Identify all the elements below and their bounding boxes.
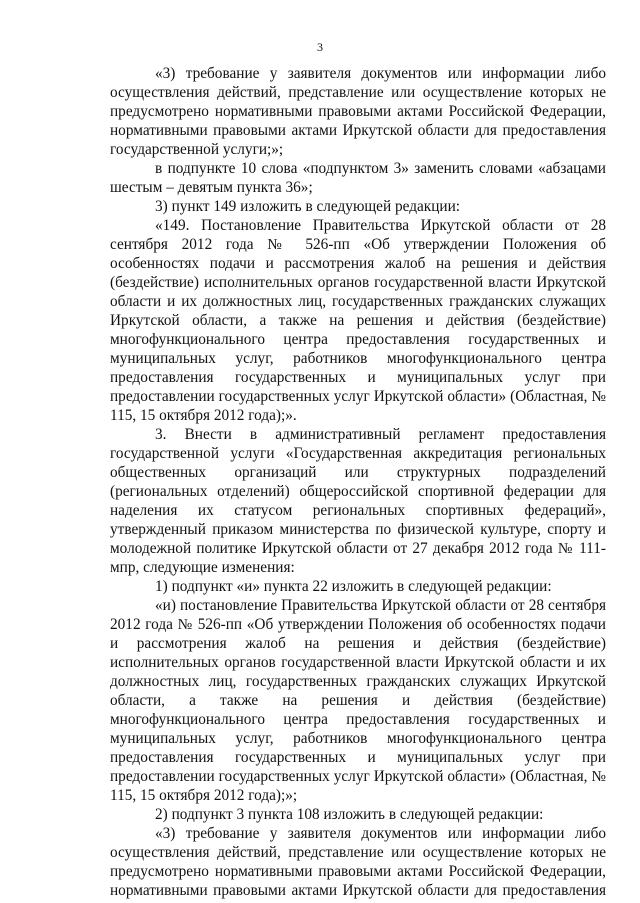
paragraph-3: 3) пункт 149 изложить в следующей редакции: (155, 198, 461, 215)
document-body (110, 64, 606, 900)
paragraph-1: «3) требование у заявителя документов или информации либо осуществления действий, представление или осуществление которых не предусмотрено нормативными правовыми актами Российской Федерации, нормативными правовыми актами Иркутской области для предоставления государственной услуги;»; (110, 65, 606, 158)
paragraph-7: «и) постановление Правительства Иркутской области от 28 сентября 2012 года № 526-пп «Об утверждении Положения об особенностях подачи и рассмотрения жалоб на решения и действия (бездействие) исполнительных органов государственной власти Иркутской области и их должностных лиц, государственных гражданских служащих Иркутской области, а также на решения и действия (бездействие) многофункционального центра предоставления государственных и муниципальных услуг, работников многофункционального центра предоставления государственных и муниципальных услуг при предоставлении государственных услуг Иркутской области» (Областная, № 115, 15 октября 2012 года);»; (110, 597, 606, 804)
paragraph-2: в подпункте 10 слова «подпунктом 3» заменить словами «абзацами шестым – девятым пункта 36»; (110, 160, 606, 196)
paragraph-5: 3. Внести в административный регламент предоставления государственной услуги «Государственная аккредитация региональных общественных организаций или структурных подразделений (региональных отделений) общероссийской спортивной федерации для наделения их статусом региональных спортивных федераций», утвержденный приказом министерства по физической культуре, спорту и молодежной политике Иркутской области от 27 декабря 2012 года № 111-мпр, следующие изменения: (110, 426, 606, 576)
paragraph-9: «3) требование у заявителя документов или информации либо осуществления действий, представление или осуществление которых не предусмотрено нормативными правовыми актами Российской Федерации, нормативными правовыми актами Иркутской области для предоставления (110, 825, 606, 899)
page-number: 3 (317, 40, 323, 54)
paragraph-8: 2) подпункт 3 пункта 108 изложить в следующей редакции: (155, 806, 544, 823)
paragraph-6: 1) подпункт «и» пункта 22 изложить в следующей редакции: (155, 578, 552, 595)
paragraph-4: «149. Постановление Правительства Иркутской области от 28 сентября 2012 года № 526-пп «Об утверждении Положения об особенностях подачи и рассмотрения жалоб на решения и действия (бездействие) исполнительных органов государственной власти Иркутской области и их должностных лиц, государственных гражданских служащих Иркутской области, а также на решения и действия (бездействие) многофункционального центра предоставления государственных и муниципальных услуг, работников многофункционального центра предоставления государственных и муниципальных услуг при предоставлении государственных услуг Иркутской области» (Областная, № 115, 15 октября 2012 года);». (110, 217, 606, 424)
